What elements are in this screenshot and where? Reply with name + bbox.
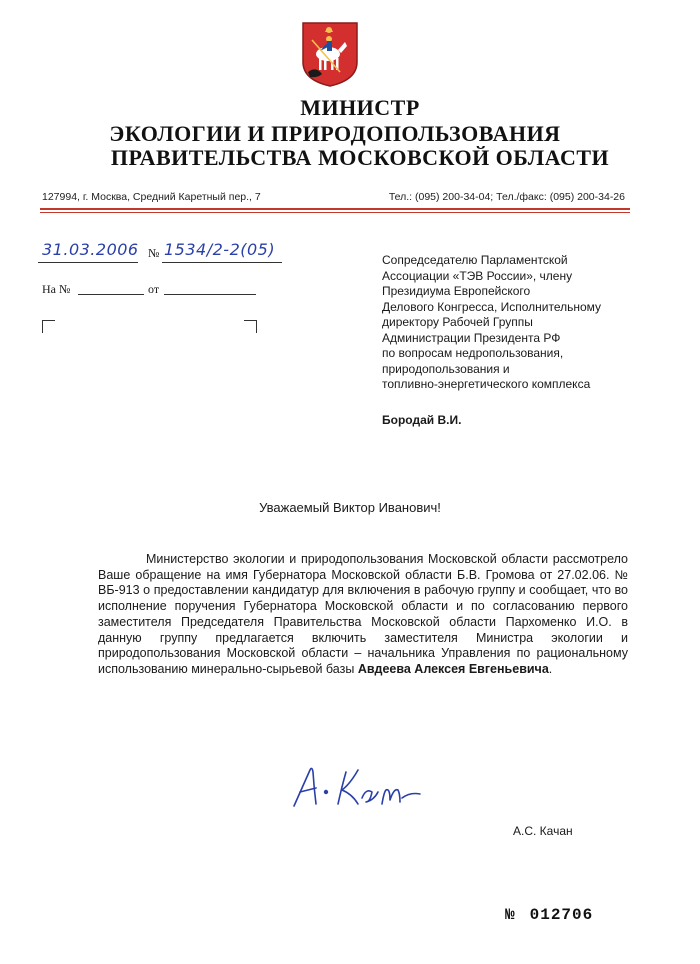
reference-line [42, 282, 262, 300]
address-window-corner-left [42, 320, 55, 333]
reference-date-label: от [148, 282, 160, 296]
addressee-line: Сопредседателю Парламентской [382, 253, 568, 267]
letterhead-divider-thin [40, 212, 630, 213]
addressee-line: Президиума Европейского [382, 284, 531, 298]
registration-line [38, 240, 288, 264]
address-window-corner-right [244, 320, 257, 333]
serial-number-value: 012706 [529, 906, 594, 924]
letter-body [98, 552, 628, 678]
letter-body-bold-name: Авдеева Алексея Евгеньевича [357, 661, 549, 676]
handwritten-signature [286, 758, 446, 818]
addressee-line: директору Рабочей Группы [382, 315, 533, 329]
addressee-line: по вопросам недропользования, [382, 346, 564, 360]
reference-number-label: На № [42, 282, 71, 296]
addressee-block [382, 253, 652, 393]
letterhead-title-line2: ЭКОЛОГИИ И ПРИРОДОПОЛЬЗОВАНИЯ [109, 121, 561, 146]
handwritten-registration-number: 1534/2-2(05) [164, 240, 276, 259]
addressee-line: Ассоциации «ТЭВ России», члену [382, 268, 573, 283]
handwritten-date: 31.03.2006 [42, 240, 139, 259]
moscow-oblast-coat-of-arms-icon [300, 20, 360, 88]
addressee-line: природопользования и [382, 361, 510, 376]
letterhead-title-line3: ПРАВИТЕЛЬСТВА МОСКОВСКОЙ ОБЛАСТИ [110, 145, 610, 170]
reference-number-blank [78, 294, 144, 295]
letter-body-ending: . [548, 661, 553, 676]
letterhead-address: 127994, г. Москва, Средний Каретный пер., 7 [42, 191, 261, 203]
form-serial-number [505, 906, 593, 924]
serial-number-sign: № [505, 906, 516, 924]
addressee-line: Администрации Президента РФ [382, 330, 561, 345]
addressee-line: Делового Конгресса, Исполнительному [382, 299, 602, 314]
date-underline [38, 262, 138, 263]
salutation: Уважаемый Виктор Иванович! [259, 500, 441, 515]
signer-name: А.С. Качан [513, 824, 573, 838]
registration-number-label: № [148, 246, 160, 260]
addressee-line: топливно-энергетического комплекса [382, 377, 591, 391]
letterhead-title-line1: МИНИСТР [300, 95, 420, 120]
letterhead-phones: Тел.: (095) 200-34-04; Тел./факс: (095) 200-34-26 [388, 191, 625, 203]
letter-body-text: Министерство экологии и природопользования Московской области рассмотрело Ваше обращение на имя Губернатора Московской области Б.В. Громова от 27.02.06. № ВБ-913 о предоставлении кандидатур для включения в рабочую группу и сообщает, что во исполнение поручения Губернатора Московской области и по согласованию первого заместителя Председателя Правительства Московской области Пархоменко И.О. в данную группу предлагается включить заместителя Министра экологии и природопользования Московской области – начальника Управления по рациональному использованию минерально-сырьевой базы [98, 552, 628, 676]
addressee-name: Бородай В.И. [382, 413, 462, 427]
letterhead-divider-thick [40, 208, 630, 210]
reference-date-blank [164, 294, 256, 295]
number-underline [162, 262, 282, 263]
